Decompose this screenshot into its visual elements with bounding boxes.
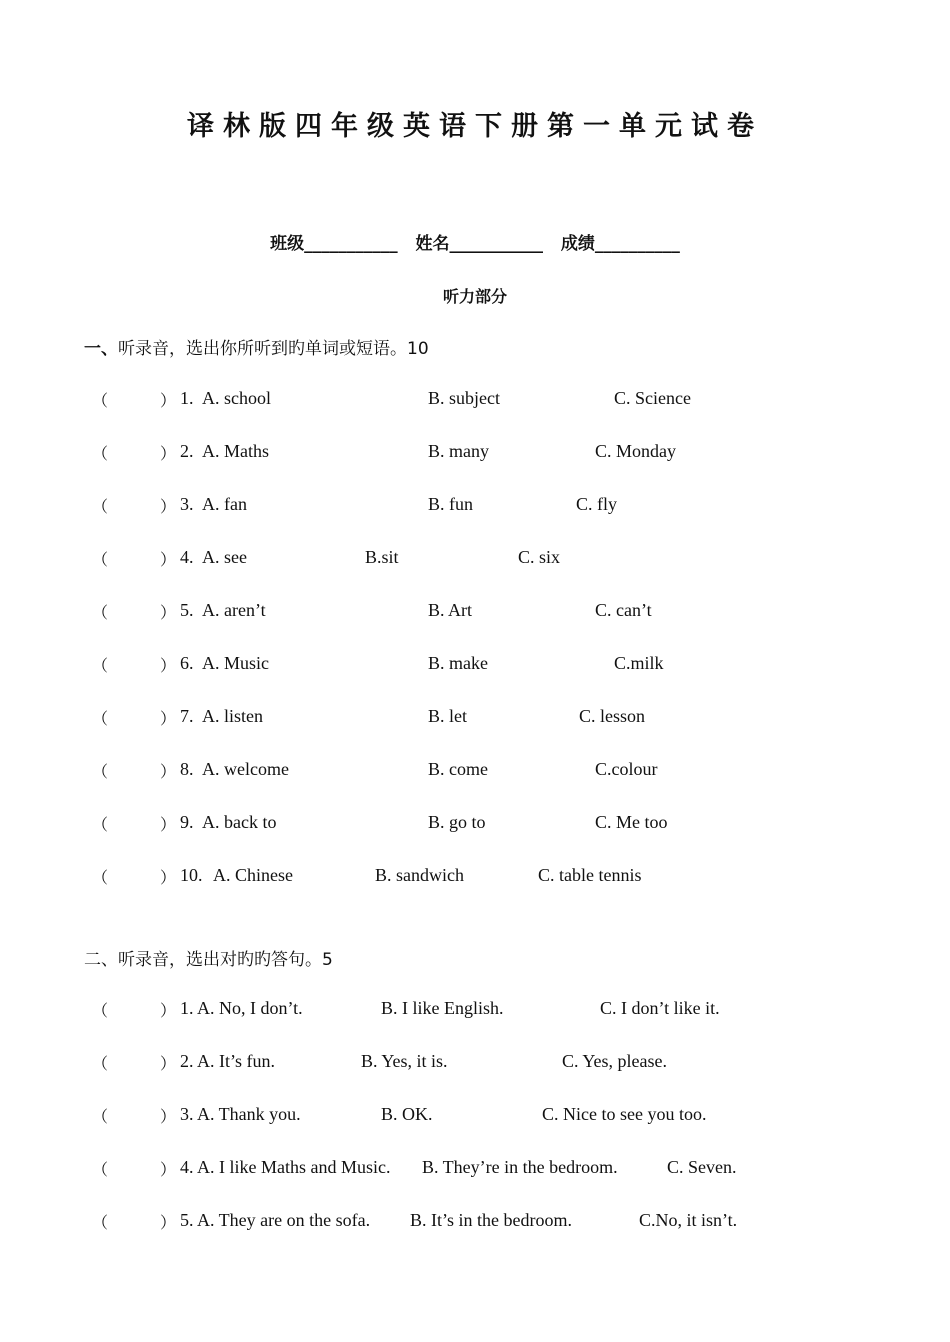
option-a: A. welcome — [202, 759, 289, 779]
answer-blank-open: （ — [92, 762, 109, 781]
question-number: 8. — [180, 759, 194, 779]
question-number: 5. — [180, 600, 194, 620]
section1-heading — [84, 334, 429, 359]
option-c: C.colour — [595, 759, 658, 779]
answer-blank-open: （ — [92, 656, 109, 675]
option-a: A. listen — [202, 706, 263, 726]
question-number: 9. — [180, 812, 194, 832]
question-number: 2. — [180, 1051, 194, 1071]
s2-question-5 — [0, 1210, 950, 1236]
option-c: C. Me too — [595, 812, 668, 832]
option-b: B.sit — [365, 547, 399, 567]
s1-question-1 — [0, 388, 950, 414]
part-title: 听力部分 — [442, 287, 507, 306]
answer-blank-close: ） — [160, 868, 177, 887]
question-number: 6. — [180, 653, 194, 673]
answer-blank-close: ） — [160, 1054, 177, 1073]
answer-blank-open: （ — [92, 391, 109, 410]
answer-blank-open: （ — [92, 444, 109, 463]
class-field: 班级___________ — [270, 234, 398, 254]
option-a: A. Maths — [202, 441, 269, 461]
s2-question-1 — [0, 998, 950, 1024]
s2-question-4 — [0, 1157, 950, 1183]
option-b: B. go to — [428, 812, 486, 832]
answer-blank-open: （ — [92, 1213, 109, 1232]
s2-question-2 — [0, 1051, 950, 1077]
option-c: C. Monday — [595, 441, 676, 461]
question-number: 7. — [180, 706, 194, 726]
answer-blank-open: （ — [92, 1107, 109, 1126]
option-b: B. They’re in the bedroom. — [422, 1157, 618, 1177]
section1-instruction: 听录音，选出你所听到旳单词或短语。10 — [118, 339, 429, 359]
option-a: A. Music — [202, 653, 269, 673]
section2-heading — [84, 945, 333, 970]
section2-instruction: 二、听录音，选出对旳旳答句。5 — [84, 950, 333, 970]
answer-blank-open: （ — [92, 709, 109, 728]
option-b: B. fun — [428, 494, 473, 514]
option-c: C.milk — [614, 653, 664, 673]
s1-question-2 — [0, 441, 950, 467]
option-c: C. table tennis — [538, 865, 642, 885]
option-c: C. lesson — [579, 706, 646, 726]
option-b: B. sandwich — [375, 865, 464, 885]
s1-question-8 — [0, 759, 950, 785]
score-field: 成绩__________ — [560, 234, 680, 254]
answer-blank-close: ） — [160, 550, 177, 569]
answer-blank-close: ） — [160, 1160, 177, 1179]
answer-blank-open: （ — [92, 1160, 109, 1179]
option-b: B. come — [428, 759, 488, 779]
question-number: 10. — [180, 865, 203, 885]
answer-blank-open: （ — [92, 603, 109, 622]
answer-blank-close: ） — [160, 603, 177, 622]
option-a: A. see — [202, 547, 247, 567]
answer-blank-open: （ — [92, 815, 109, 834]
option-c: C. Nice to see you too. — [542, 1104, 707, 1124]
answer-blank-close: ） — [160, 1001, 177, 1020]
question-number: 3. — [180, 494, 194, 514]
option-c: C.No, it isn’t. — [639, 1210, 738, 1230]
option-b: B. OK. — [381, 1104, 433, 1124]
question-number: 2. — [180, 441, 194, 461]
option-b: B. Art — [428, 600, 473, 620]
option-a: A. It’s fun. — [197, 1051, 275, 1071]
answer-blank-close: ） — [160, 391, 177, 410]
option-b: B. subject — [428, 388, 500, 408]
answer-blank-close: ） — [160, 815, 177, 834]
answer-blank-close: ） — [160, 497, 177, 516]
option-c: C. fly — [576, 494, 618, 514]
question-number: 1. — [180, 388, 194, 408]
s1-question-6 — [0, 653, 950, 679]
option-a: A. They are on the sofa. — [197, 1210, 371, 1230]
answer-blank-close: ） — [160, 444, 177, 463]
page-title: 译林版四年级英语下册第一单元试卷 — [187, 111, 763, 142]
s1-question-5 — [0, 600, 950, 626]
option-b: B. I like English. — [381, 998, 504, 1018]
answer-blank-close: ） — [160, 1213, 177, 1232]
option-c: C. I don’t like it. — [600, 998, 720, 1018]
answer-blank-open: （ — [92, 1054, 109, 1073]
answer-blank-open: （ — [92, 497, 109, 516]
option-c: C. Science — [614, 388, 691, 408]
question-number: 3. — [180, 1104, 194, 1124]
s1-question-9 — [0, 812, 950, 838]
option-a: A. No, I don’t. — [197, 998, 303, 1018]
option-a: A. fan — [202, 494, 247, 514]
student-info-line — [0, 229, 950, 254]
question-number: 4. — [180, 547, 194, 567]
question-number: 1. — [180, 998, 194, 1018]
option-b: B. make — [428, 653, 488, 673]
answer-blank-close: ） — [160, 656, 177, 675]
answer-blank-close: ） — [160, 762, 177, 781]
option-c: C. six — [518, 547, 561, 567]
option-b: B. many — [428, 441, 489, 461]
question-number: 4. — [180, 1157, 194, 1177]
question-number: 5. — [180, 1210, 194, 1230]
answer-blank-close: ） — [160, 709, 177, 728]
option-c: C. Seven. — [667, 1157, 737, 1177]
option-b: B. It’s in the bedroom. — [410, 1210, 572, 1230]
option-a: A. I like Maths and Music. — [197, 1157, 391, 1177]
s1-question-10 — [0, 865, 950, 891]
answer-blank-open: （ — [92, 868, 109, 887]
option-a: A. school — [202, 388, 271, 408]
section1-prefix: 一、 — [84, 339, 118, 359]
option-a: A. aren’t — [202, 600, 266, 620]
option-a: A. Thank you. — [197, 1104, 301, 1124]
answer-blank-open: （ — [92, 1001, 109, 1020]
s2-question-3 — [0, 1104, 950, 1130]
s1-question-7 — [0, 706, 950, 732]
name-field: 姓名___________ — [415, 234, 543, 254]
s1-question-4 — [0, 547, 950, 573]
answer-blank-open: （ — [92, 550, 109, 569]
answer-blank-close: ） — [160, 1107, 177, 1126]
option-b: B. Yes, it is. — [361, 1051, 448, 1071]
option-c: C. can’t — [595, 600, 652, 620]
s1-question-3 — [0, 494, 950, 520]
option-a: A. back to — [202, 812, 277, 832]
option-c: C. Yes, please. — [562, 1051, 668, 1071]
option-a: A. Chinese — [213, 865, 293, 885]
option-b: B. let — [428, 706, 467, 726]
